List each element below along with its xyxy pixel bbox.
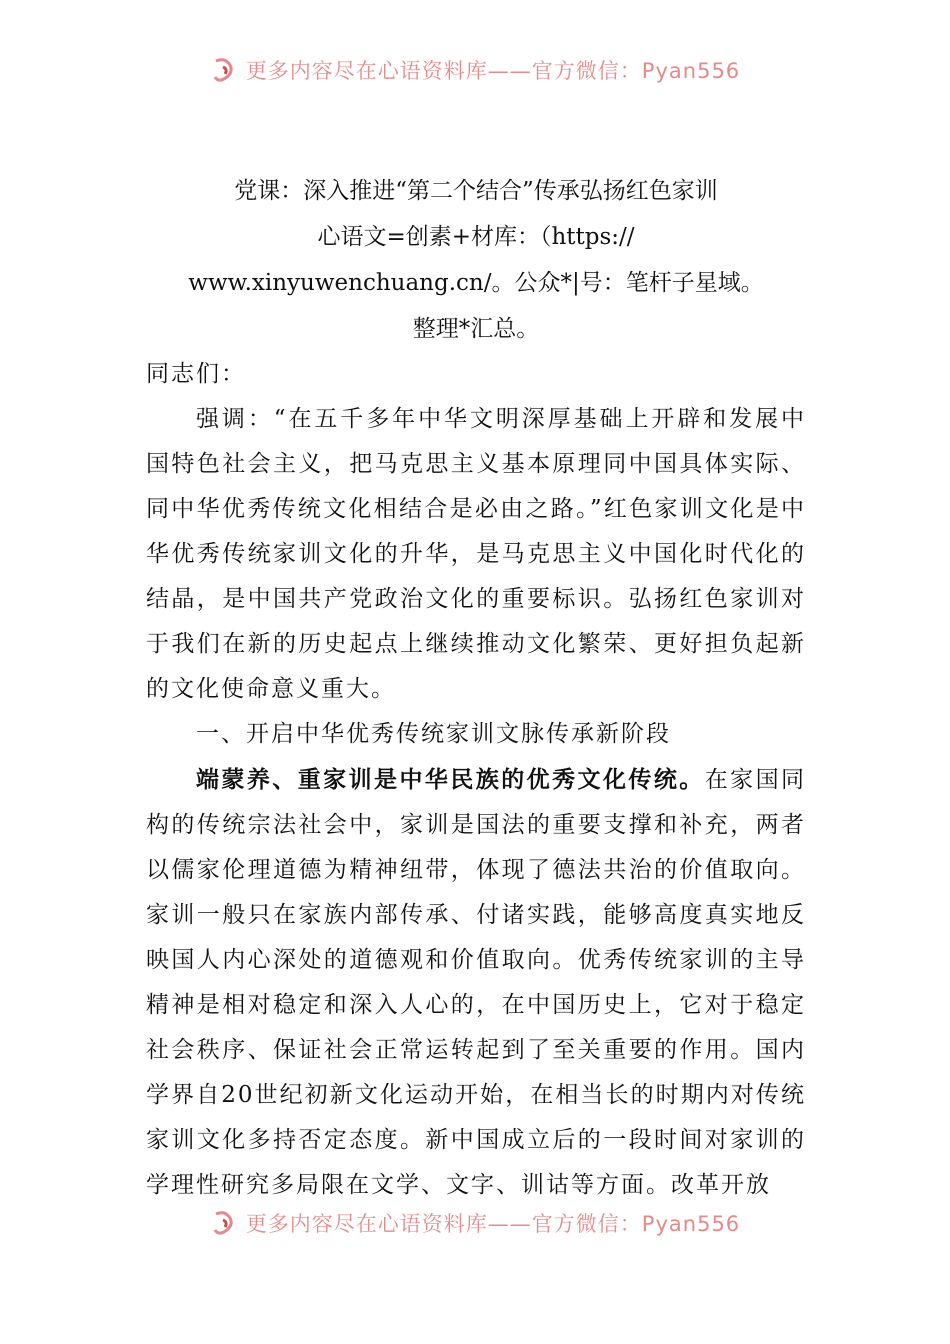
page-title: 党课：深入推进“第二个结合”传承弘扬红色家训	[234, 178, 718, 204]
intro-paragraph: 强调：“在五千多年中华文明深厚基础上开辟和发展中国特色社会主义，把马克思主义基本原理同中国具体实际、同中华优秀传统文化相结合是必由之路。”红色家训文化是中华优秀传统家训文化的升华，是马克思主义中国化时代化的结晶，是中国共产党政治文化的重要标识。弘扬红色家训对于我们在新的历史起点上继续推动文化繁荣、更好担负起新的文化使命意义重大。	[146, 406, 806, 702]
document-page	[146, 168, 806, 1208]
salutation: 同志们：	[146, 361, 246, 387]
source-line: www.xinyuwenchuang.cn/。公众*|号：笔杆子星域。	[188, 270, 764, 296]
paragraph-lead: 端蒙养、重家训是中华民族的优秀文化传统。	[196, 766, 705, 793]
source-line: 整理*汇总。	[412, 316, 540, 342]
paragraph-text: 在家国同构的传统宗法社会中，家训是国法的重要支撑和补充，两者以儒家伦理道德为精神纽带，体现了德法共治的价值取向。家训一般只在家族内部传承、付诸实践，能够高度真实地反映国人内心深处的道德观和价值取向。优秀传统家训的主导精神是相对稳定和深入人心的，在中国历史上，它对于稳定社会秩序、保证社会正常运转起到了至关重要的作用。国内学界自20世纪初新文化运动开始，在相当长的时期内对传统家训文化多持否定态度。新中国成立后的一段时间对家训的学理性研究多局限在文学、文字、训诂等方面。改革开放	[146, 767, 807, 1198]
watermark-banner-bottom	[0, 1203, 950, 1243]
watermark-text: 更多内容尽在心语资料库——官方微信：Pyan556	[245, 1212, 741, 1236]
logo-icon	[210, 55, 240, 85]
body-paragraph	[146, 757, 806, 1208]
watermark-text: 更多内容尽在心语资料库——官方微信：Pyan556	[245, 59, 741, 83]
source-line: 心语文=创素+材库：（https://	[317, 224, 635, 250]
section-heading: 一、开启中华优秀传统家训文脉传承新阶段	[196, 721, 671, 747]
logo-icon	[210, 1208, 240, 1238]
watermark-banner-top	[0, 50, 950, 90]
